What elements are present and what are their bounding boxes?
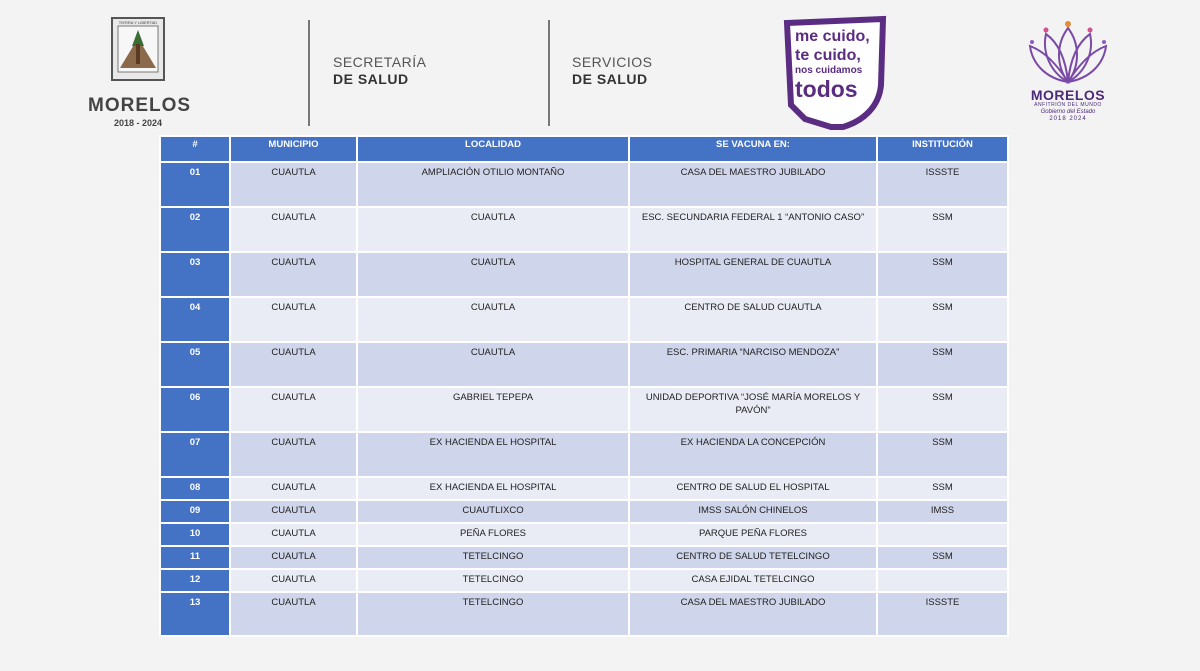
row-municipio: CUAUTLA: [230, 500, 357, 523]
row-sede: HOSPITAL GENERAL DE CUAUTLA: [629, 252, 877, 297]
table-header-row: [160, 136, 1008, 162]
row-num: 01: [160, 162, 230, 207]
row-municipio: CUAUTLA: [230, 592, 357, 636]
row-localidad: GABRIEL TEPEPA: [357, 387, 629, 432]
row-localidad: CUAUTLA: [357, 207, 629, 252]
row-localidad: TETELCINGO: [357, 569, 629, 592]
lotus-flower-icon: [1026, 16, 1110, 88]
campaign-line: nos cuidamos: [795, 65, 863, 76]
row-municipio: CUAUTLA: [230, 342, 357, 387]
row-localidad: CUAUTLIXCO: [357, 500, 629, 523]
column-header-institucion: INSTITUCIÓN: [877, 136, 1008, 162]
campaign-text: [795, 27, 870, 101]
table-row: [160, 500, 1008, 523]
row-sede: CASA EJIDAL TETELCINGO: [629, 569, 877, 592]
row-institucion: SSM: [877, 207, 1008, 252]
row-num: 10: [160, 523, 230, 546]
row-institucion: SSM: [877, 546, 1008, 569]
agency-line: [572, 71, 653, 88]
row-institucion: SSM: [877, 342, 1008, 387]
row-institucion: SSM: [877, 297, 1008, 342]
row-institucion: [877, 569, 1008, 592]
row-sede: ESC. SECUNDARIA FEDERAL 1 “ANTONIO CASO”: [629, 207, 877, 252]
column-header-num: #: [160, 136, 230, 162]
row-municipio: CUAUTLA: [230, 207, 357, 252]
header: [0, 0, 1200, 132]
agency-servicios: [572, 54, 653, 88]
row-institucion: ISSSTE: [877, 162, 1008, 207]
row-sede: CENTRO DE SALUD EL HOSPITAL: [629, 477, 877, 500]
row-sede: EX HACIENDA LA CONCEPCIÓN: [629, 432, 877, 477]
brand-logo: [1022, 16, 1114, 123]
row-localidad: PEÑA FLORES: [357, 523, 629, 546]
agency-secretaria: [333, 54, 426, 88]
row-municipio: CUAUTLA: [230, 477, 357, 500]
row-sede: ESC. PRIMARIA “NARCISO MENDOZA”: [629, 342, 877, 387]
agency-line: SERVICIOS: [572, 54, 653, 70]
row-num: 02: [160, 207, 230, 252]
column-header-localidad: LOCALIDAD: [357, 136, 629, 162]
row-localidad: CUAUTLA: [357, 297, 629, 342]
row-num: 11: [160, 546, 230, 569]
column-header-municipio: MUNICIPIO: [230, 136, 357, 162]
row-municipio: CUAUTLA: [230, 252, 357, 297]
table-row: [160, 162, 1008, 207]
row-num: 03: [160, 252, 230, 297]
column-header-sede: SE VACUNA EN:: [629, 136, 877, 162]
brand-subtitle: ANFITRIÓN DEL MUNDO: [1034, 102, 1102, 108]
row-num: 06: [160, 387, 230, 432]
row-num: 05: [160, 342, 230, 387]
row-sede: IMSS SALÓN CHINELOS: [629, 500, 877, 523]
row-num: 08: [160, 477, 230, 500]
vaccination-table: [159, 135, 1007, 637]
table-row: [160, 432, 1008, 477]
state-logo: [88, 16, 192, 128]
row-num: 12: [160, 569, 230, 592]
row-institucion: SSM: [877, 477, 1008, 500]
row-municipio: CUAUTLA: [230, 569, 357, 592]
row-municipio: CUAUTLA: [230, 432, 357, 477]
state-name: MORELOS: [88, 95, 192, 116]
campaign-line: todos: [795, 76, 858, 102]
campaign-line: te cuido,: [795, 47, 861, 64]
row-sede: UNIDAD DEPORTIVA “JOSÉ MARÍA MORELOS Y PAVÓN”: [629, 387, 877, 432]
row-institucion: SSM: [877, 252, 1008, 297]
row-municipio: CUAUTLA: [230, 387, 357, 432]
row-institucion: SSM: [877, 387, 1008, 432]
row-institucion: SSM: [877, 432, 1008, 477]
row-sede: CASA DEL MAESTRO JUBILADO: [629, 592, 877, 636]
agency-line: SECRETARÍA: [333, 54, 427, 70]
campaign-badge: [783, 15, 887, 130]
row-localidad: AMPLIACIÓN OTILIO MONTAÑO: [357, 162, 629, 207]
agency-line: [333, 71, 426, 88]
brand-years: 2018 2024: [1049, 116, 1087, 122]
table-row: [160, 297, 1008, 342]
row-municipio: CUAUTLA: [230, 162, 357, 207]
table-row: [160, 387, 1008, 432]
row-localidad: CUAUTLA: [357, 252, 629, 297]
state-years: 2018 - 2024: [113, 118, 163, 128]
row-num: 09: [160, 500, 230, 523]
table-row: [160, 477, 1008, 500]
row-municipio: CUAUTLA: [230, 523, 357, 546]
agency-line-bold: DE SALUD: [572, 71, 648, 87]
row-institucion: ISSSTE: [877, 592, 1008, 636]
row-municipio: CUAUTLA: [230, 297, 357, 342]
row-sede: CASA DEL MAESTRO JUBILADO: [629, 162, 877, 207]
row-institucion: IMSS: [877, 500, 1008, 523]
brand-gov: Gobierno del Estado: [1040, 109, 1096, 115]
divider: [308, 20, 310, 126]
row-localidad: TETELCINGO: [357, 546, 629, 569]
row-localidad: EX HACIENDA EL HOSPITAL: [357, 477, 629, 500]
row-sede: PARQUE PEÑA FLORES: [629, 523, 877, 546]
table-row: [160, 342, 1008, 387]
row-sede: CENTRO DE SALUD CUAUTLA: [629, 297, 877, 342]
row-sede: CENTRO DE SALUD TETELCINGO: [629, 546, 877, 569]
table-row: [160, 546, 1008, 569]
table-row: [160, 252, 1008, 297]
row-localidad: CUAUTLA: [357, 342, 629, 387]
divider: [548, 20, 550, 126]
row-localidad: TETELCINGO: [357, 592, 629, 636]
agency-line-bold: DE SALUD: [333, 71, 409, 87]
row-num: 13: [160, 592, 230, 636]
row-localidad: EX HACIENDA EL HOSPITAL: [357, 432, 629, 477]
svg-text:TIERRA Y LIBERTAD: TIERRA Y LIBERTAD: [118, 20, 158, 25]
table-row: [160, 592, 1008, 636]
table-row: [160, 523, 1008, 546]
table-row: [160, 569, 1008, 592]
coat-of-arms-icon: [110, 16, 166, 86]
row-num: 04: [160, 297, 230, 342]
row-institucion: [877, 523, 1008, 546]
row-num: 07: [160, 432, 230, 477]
row-municipio: CUAUTLA: [230, 546, 357, 569]
table-row: [160, 207, 1008, 252]
campaign-line: me cuido,: [795, 28, 870, 45]
brand-title: MORELOS: [1030, 87, 1106, 103]
